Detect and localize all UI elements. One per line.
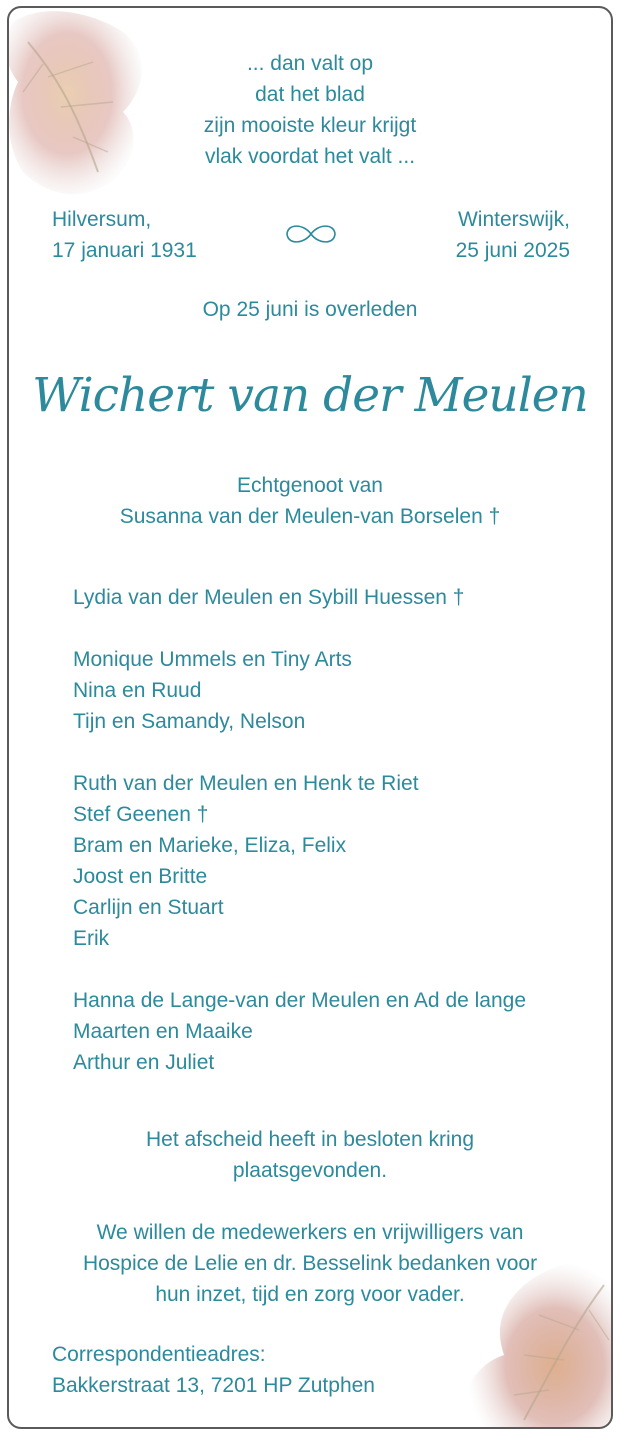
thanks-line: Hospice de Lelie en dr. Besselink bedanken voor [82, 1252, 538, 1275]
family-line: Monique Ummels en Tiny Arts [73, 648, 352, 671]
spouse-name: Susanna van der Meulen-van Borselen † [119, 505, 501, 528]
family-line: Lydia van der Meulen en Sybill Huessen † [73, 586, 465, 609]
poem-line: zijn mooiste kleur krijgt [203, 114, 417, 137]
family-line: Ruth van der Meulen en Henk te Riet [73, 772, 419, 795]
poem-line: dat het blad [255, 83, 365, 106]
poem-line: ... dan valt op [246, 52, 374, 75]
family-line: Erik [73, 927, 110, 950]
announcement-intro: Op 25 juni is overleden [202, 298, 418, 321]
spouse-label: Echtgenoot van [237, 474, 383, 497]
thanks-line: We willen de medewerkers en vrijwilligers van [96, 1221, 524, 1244]
poem-line: vlak voordat het valt ... [204, 145, 416, 168]
correspondence-address-line: Bakkerstraat 13, 7201 HP Zutphen [52, 1374, 375, 1397]
family-line: Joost en Britte [73, 865, 208, 888]
birth-place: Hilversum, [52, 208, 152, 231]
farewell-notice [9, 1124, 611, 1186]
obituary-card [7, 6, 613, 1429]
thanks-line: hun inzet, tijd en zorg voor vader. [155, 1283, 465, 1306]
poem [9, 48, 611, 172]
family-line: Bram en Marieke, Eliza, Felix [73, 834, 347, 857]
infinity-icon [282, 219, 340, 249]
birth-date: 17 januari 1931 [52, 239, 197, 262]
farewell-line: plaatsgevonden. [232, 1159, 388, 1182]
family-group [73, 582, 464, 613]
family-line: Stef Geenen † [73, 803, 209, 826]
death-info [456, 204, 570, 266]
deceased-name: Wichert van der Meulen [32, 368, 588, 423]
family-line: Hanna de Lange-van der Meulen en Ad de lange [73, 989, 527, 1012]
farewell-line: Het afscheid heeft in besloten kring [145, 1128, 475, 1151]
family-group [73, 644, 352, 737]
family-line: Arthur en Juliet [73, 1051, 215, 1074]
birth-info [52, 204, 197, 266]
family-line: Nina en Ruud [73, 679, 202, 702]
family-line: Maarten en Maaike [73, 1020, 253, 1043]
family-line: Carlijn en Stuart [73, 896, 224, 919]
death-place: Winterswijk, [457, 208, 570, 231]
correspondence-address [52, 1339, 375, 1401]
correspondence-label: Correspondentieadres: [52, 1343, 266, 1366]
family-line: Tijn en Samandy, Nelson [73, 710, 306, 733]
family-group [73, 985, 526, 1078]
spouse-info [9, 470, 611, 532]
thanks-notice [9, 1217, 611, 1310]
family-group [73, 768, 419, 954]
death-date: 25 juni 2025 [455, 239, 570, 262]
